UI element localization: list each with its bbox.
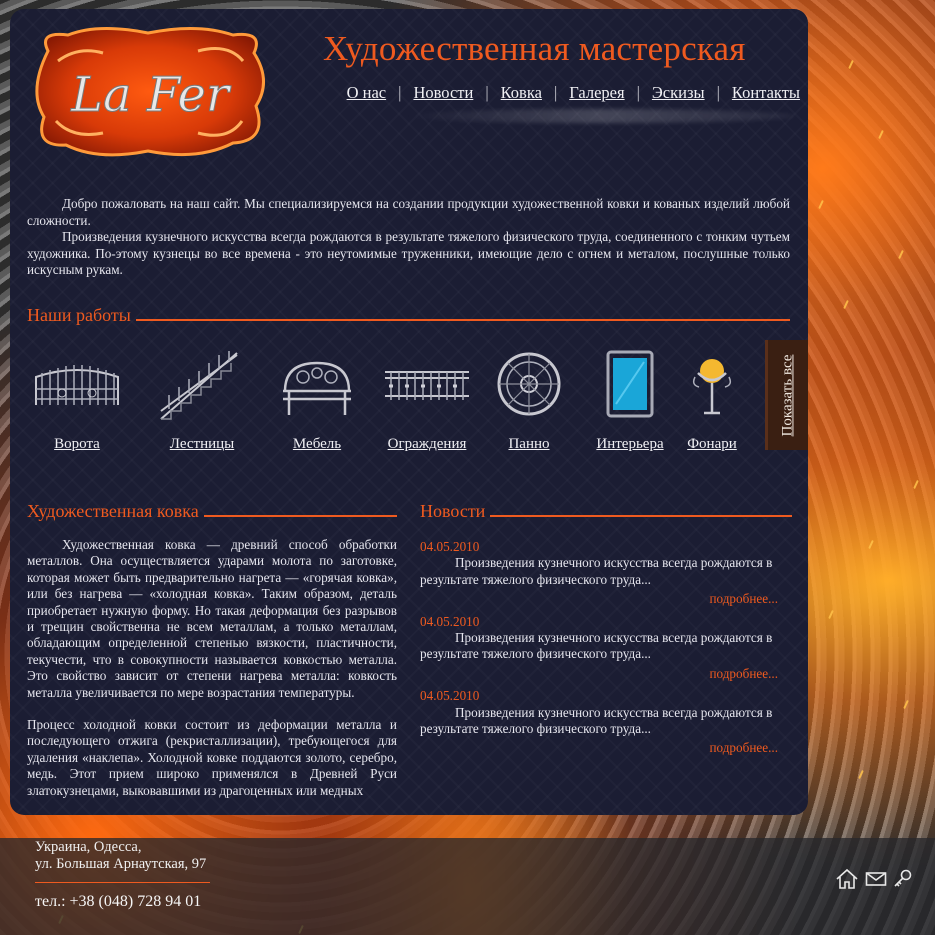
- news-more-link[interactable]: подробнее...: [709, 740, 778, 756]
- nav-sketches[interactable]: Эскизы: [651, 83, 705, 102]
- footer-icons: [835, 868, 913, 895]
- nav-separator: |: [398, 83, 402, 102]
- news-text: Произведения кузнечного искусства всегда рождаются в результате тяжелого физического труда...: [420, 630, 773, 662]
- work-furniture[interactable]: [272, 344, 362, 453]
- nav-glow: [405, 109, 795, 123]
- article-heading: [27, 501, 397, 522]
- nav-news[interactable]: Новости: [413, 83, 474, 102]
- work-fences[interactable]: [377, 344, 477, 453]
- footer-address: [35, 839, 206, 873]
- news-item: [420, 688, 792, 757]
- heading-rule: [490, 515, 792, 517]
- mirror-icon: [604, 348, 656, 420]
- site-logo[interactable]: [28, 21, 272, 163]
- nav-gallery[interactable]: Галерея: [569, 83, 625, 102]
- nav-separator: |: [553, 83, 558, 102]
- nav-forging[interactable]: Ковка: [500, 83, 542, 102]
- nav-about[interactable]: О нас: [346, 83, 387, 102]
- news-text: Произведения кузнечного искусства всегда рождаются в результате тяжелого физического труда...: [420, 704, 773, 737]
- work-label: Фонари: [687, 436, 737, 452]
- intro-paragraph: Добро пожаловать на наш сайт. Мы специализируемся на создании продукции художественной ковки и кованых изделий любой сложности.: [27, 196, 790, 228]
- news-text: Произведения кузнечного искусства всегда рождаются в результате тяжелого физического труда...: [420, 555, 773, 587]
- site-title: Художественная мастерская: [323, 29, 746, 68]
- news-heading: [420, 501, 792, 522]
- show-all-label: Показать все: [779, 354, 796, 436]
- footer-phone: тел.: +38 (048) 728 94 01: [35, 893, 202, 910]
- nav-separator: |: [636, 83, 640, 102]
- show-all-button[interactable]: [765, 340, 808, 450]
- furniture-icon: [277, 351, 357, 417]
- article-paragraph: Процесс холодной ковки состоит из деформации металла и последующего отжига (рекристаллизации), требующегося для удаления «наклепа». Холодной ковке поддаются золото, серебро, медь. Этот прием широко применялся в Древней Руси златокузнецами, выковавшими из драгоценных или медных: [27, 717, 397, 798]
- work-gates[interactable]: [27, 344, 127, 453]
- work-stairs[interactable]: [152, 344, 252, 453]
- heading-rule: [136, 319, 790, 321]
- fence-icon: [383, 364, 471, 404]
- stairs-icon: [157, 345, 247, 423]
- home-icon[interactable]: [835, 868, 859, 895]
- main-panel: [10, 9, 808, 815]
- work-label: Панно: [508, 436, 550, 452]
- address-line: ул. Большая Арнаутская, 97: [35, 856, 207, 872]
- work-label: Ворота: [54, 436, 100, 452]
- work-lanterns[interactable]: [677, 344, 747, 453]
- article-heading-text: Художественная ковка: [27, 501, 199, 521]
- intro-text: [27, 196, 790, 279]
- panel-icon: [496, 351, 562, 417]
- nav-separator: |: [716, 83, 720, 102]
- work-label: Мебель: [292, 436, 342, 452]
- svg-text:La Fer: La Fer: [71, 67, 229, 123]
- intro-paragraph: Произведения кузнечного искусства всегда рождаются в результате тяжелого физического труда, соединенного с тонким чутьем художника. По-этому кузнецы во все времена - это неутомимые труженники, имеющие дело с огнем и металом, послушные только искусным рукам.: [27, 229, 790, 277]
- news-more-link[interactable]: подробнее...: [709, 665, 778, 681]
- address-line: Украина, Одесса,: [35, 839, 142, 855]
- mail-icon[interactable]: [865, 868, 887, 895]
- footer-divider: [35, 882, 210, 883]
- news-date: 04.05.2010: [420, 613, 480, 629]
- gate-icon: [32, 359, 122, 409]
- news-date: 04.05.2010: [420, 539, 480, 554]
- main-nav: [325, 83, 800, 103]
- news-item: [420, 614, 792, 683]
- news-more-link[interactable]: подробнее...: [709, 591, 778, 607]
- work-label: Интерьера: [596, 436, 664, 452]
- key-icon[interactable]: [893, 868, 913, 895]
- nav-contacts[interactable]: Контакты: [731, 83, 800, 102]
- work-label: Ограждения: [387, 436, 467, 452]
- article-text: [27, 537, 397, 802]
- article-paragraph: Художественная ковка — древний способ обработки металлов. Она осуществляется ударами молота по заготовке, которая может быть предварительно нагрета — «горячая ковка», или без нагрева — «холодная ковка». Таким образом, деталь приобретает нужную форму. Но такая деформация без разрывов и трещин свойственна не всем металлам, а только металлам, обладающим определенной степенью вязкости, пластичности, текучести, что в совокупности называется ковкостью металла. Это свойство зависит от степени нагрева металла: ковкость металла увеличивается по мере возрастания температуры.: [27, 537, 397, 700]
- heading-rule: [204, 515, 397, 517]
- lantern-icon: [689, 353, 735, 415]
- work-panels[interactable]: [489, 344, 569, 453]
- news-heading-text: Новости: [420, 501, 486, 521]
- news-list: [420, 539, 792, 763]
- works-heading-text: Наши работы: [27, 305, 131, 325]
- news-date: 04.05.2010: [420, 688, 480, 704]
- works-heading: [27, 305, 790, 326]
- work-interior[interactable]: [585, 344, 675, 453]
- work-label: Лестницы: [169, 436, 235, 452]
- nav-separator: |: [485, 83, 489, 102]
- works-gallery: [27, 344, 767, 459]
- news-item: [420, 539, 792, 608]
